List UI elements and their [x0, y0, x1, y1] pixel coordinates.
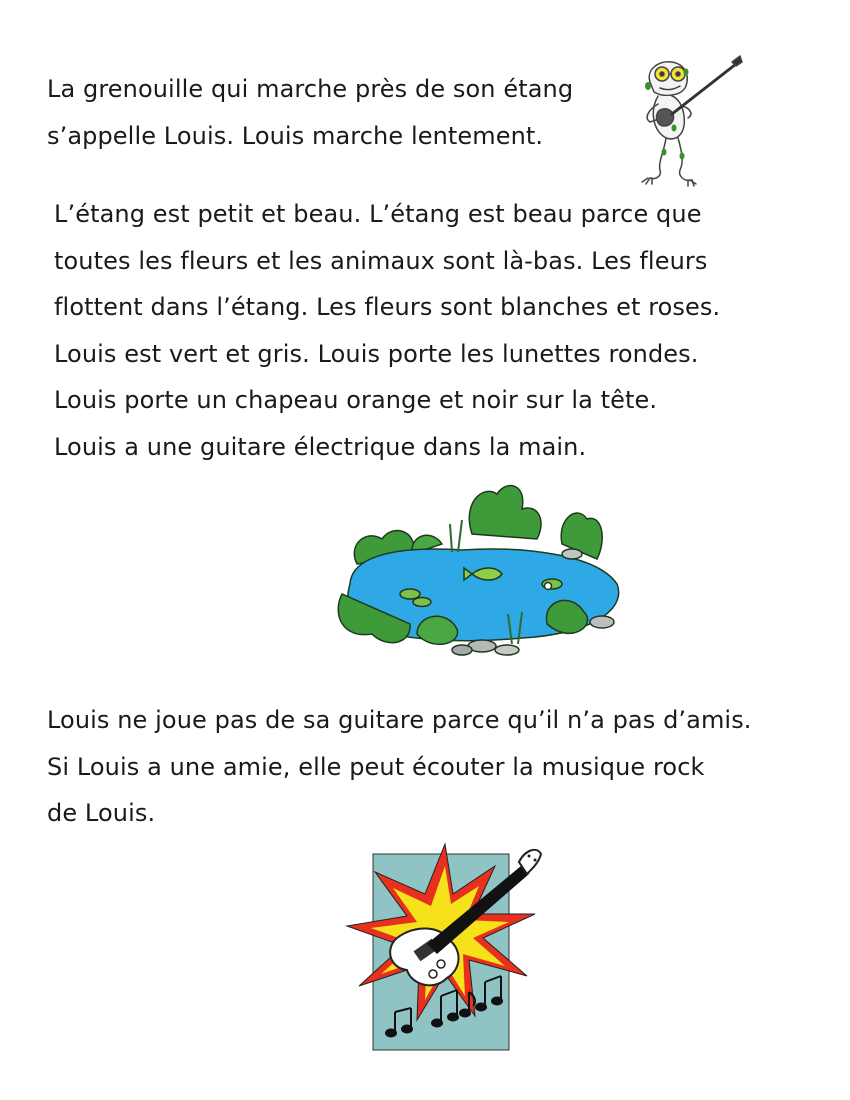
text-line: flottent dans l’étang. Les fleurs sont blanches et roses.: [54, 293, 721, 321]
pond-illustration: [322, 474, 638, 666]
text-line: L’étang est petit et beau. L’étang est beau parce que: [54, 200, 702, 228]
text-line: toutes les fleurs et les animaux sont là-bas. Les fleurs: [54, 246, 708, 275]
text-line: La grenouille qui marche près de son étang: [47, 75, 574, 103]
text-line: Louis ne joue pas de sa guitare parce qu’il n’a pas d’amis.: [47, 706, 752, 734]
paragraph-conclusion: [47, 697, 752, 837]
text-line: Si Louis a une amie, elle peut écouter la musique rock: [47, 752, 705, 781]
paragraph-description: [54, 191, 720, 470]
text-line: Louis a une guitare électrique dans la main.: [54, 432, 587, 461]
paragraph-intro: [47, 66, 573, 159]
text-line: de Louis.: [47, 799, 156, 827]
electric-guitar-illustration: [345, 836, 545, 1052]
frog-guitarist-illustration: [628, 52, 748, 192]
text-line: Louis porte un chapeau orange et noir sur la tête.: [54, 386, 658, 414]
text-line: Louis est vert et gris. Louis porte les lunettes rondes.: [54, 339, 699, 368]
text-line: s’appelle Louis. Louis marche lentement.: [47, 121, 544, 150]
